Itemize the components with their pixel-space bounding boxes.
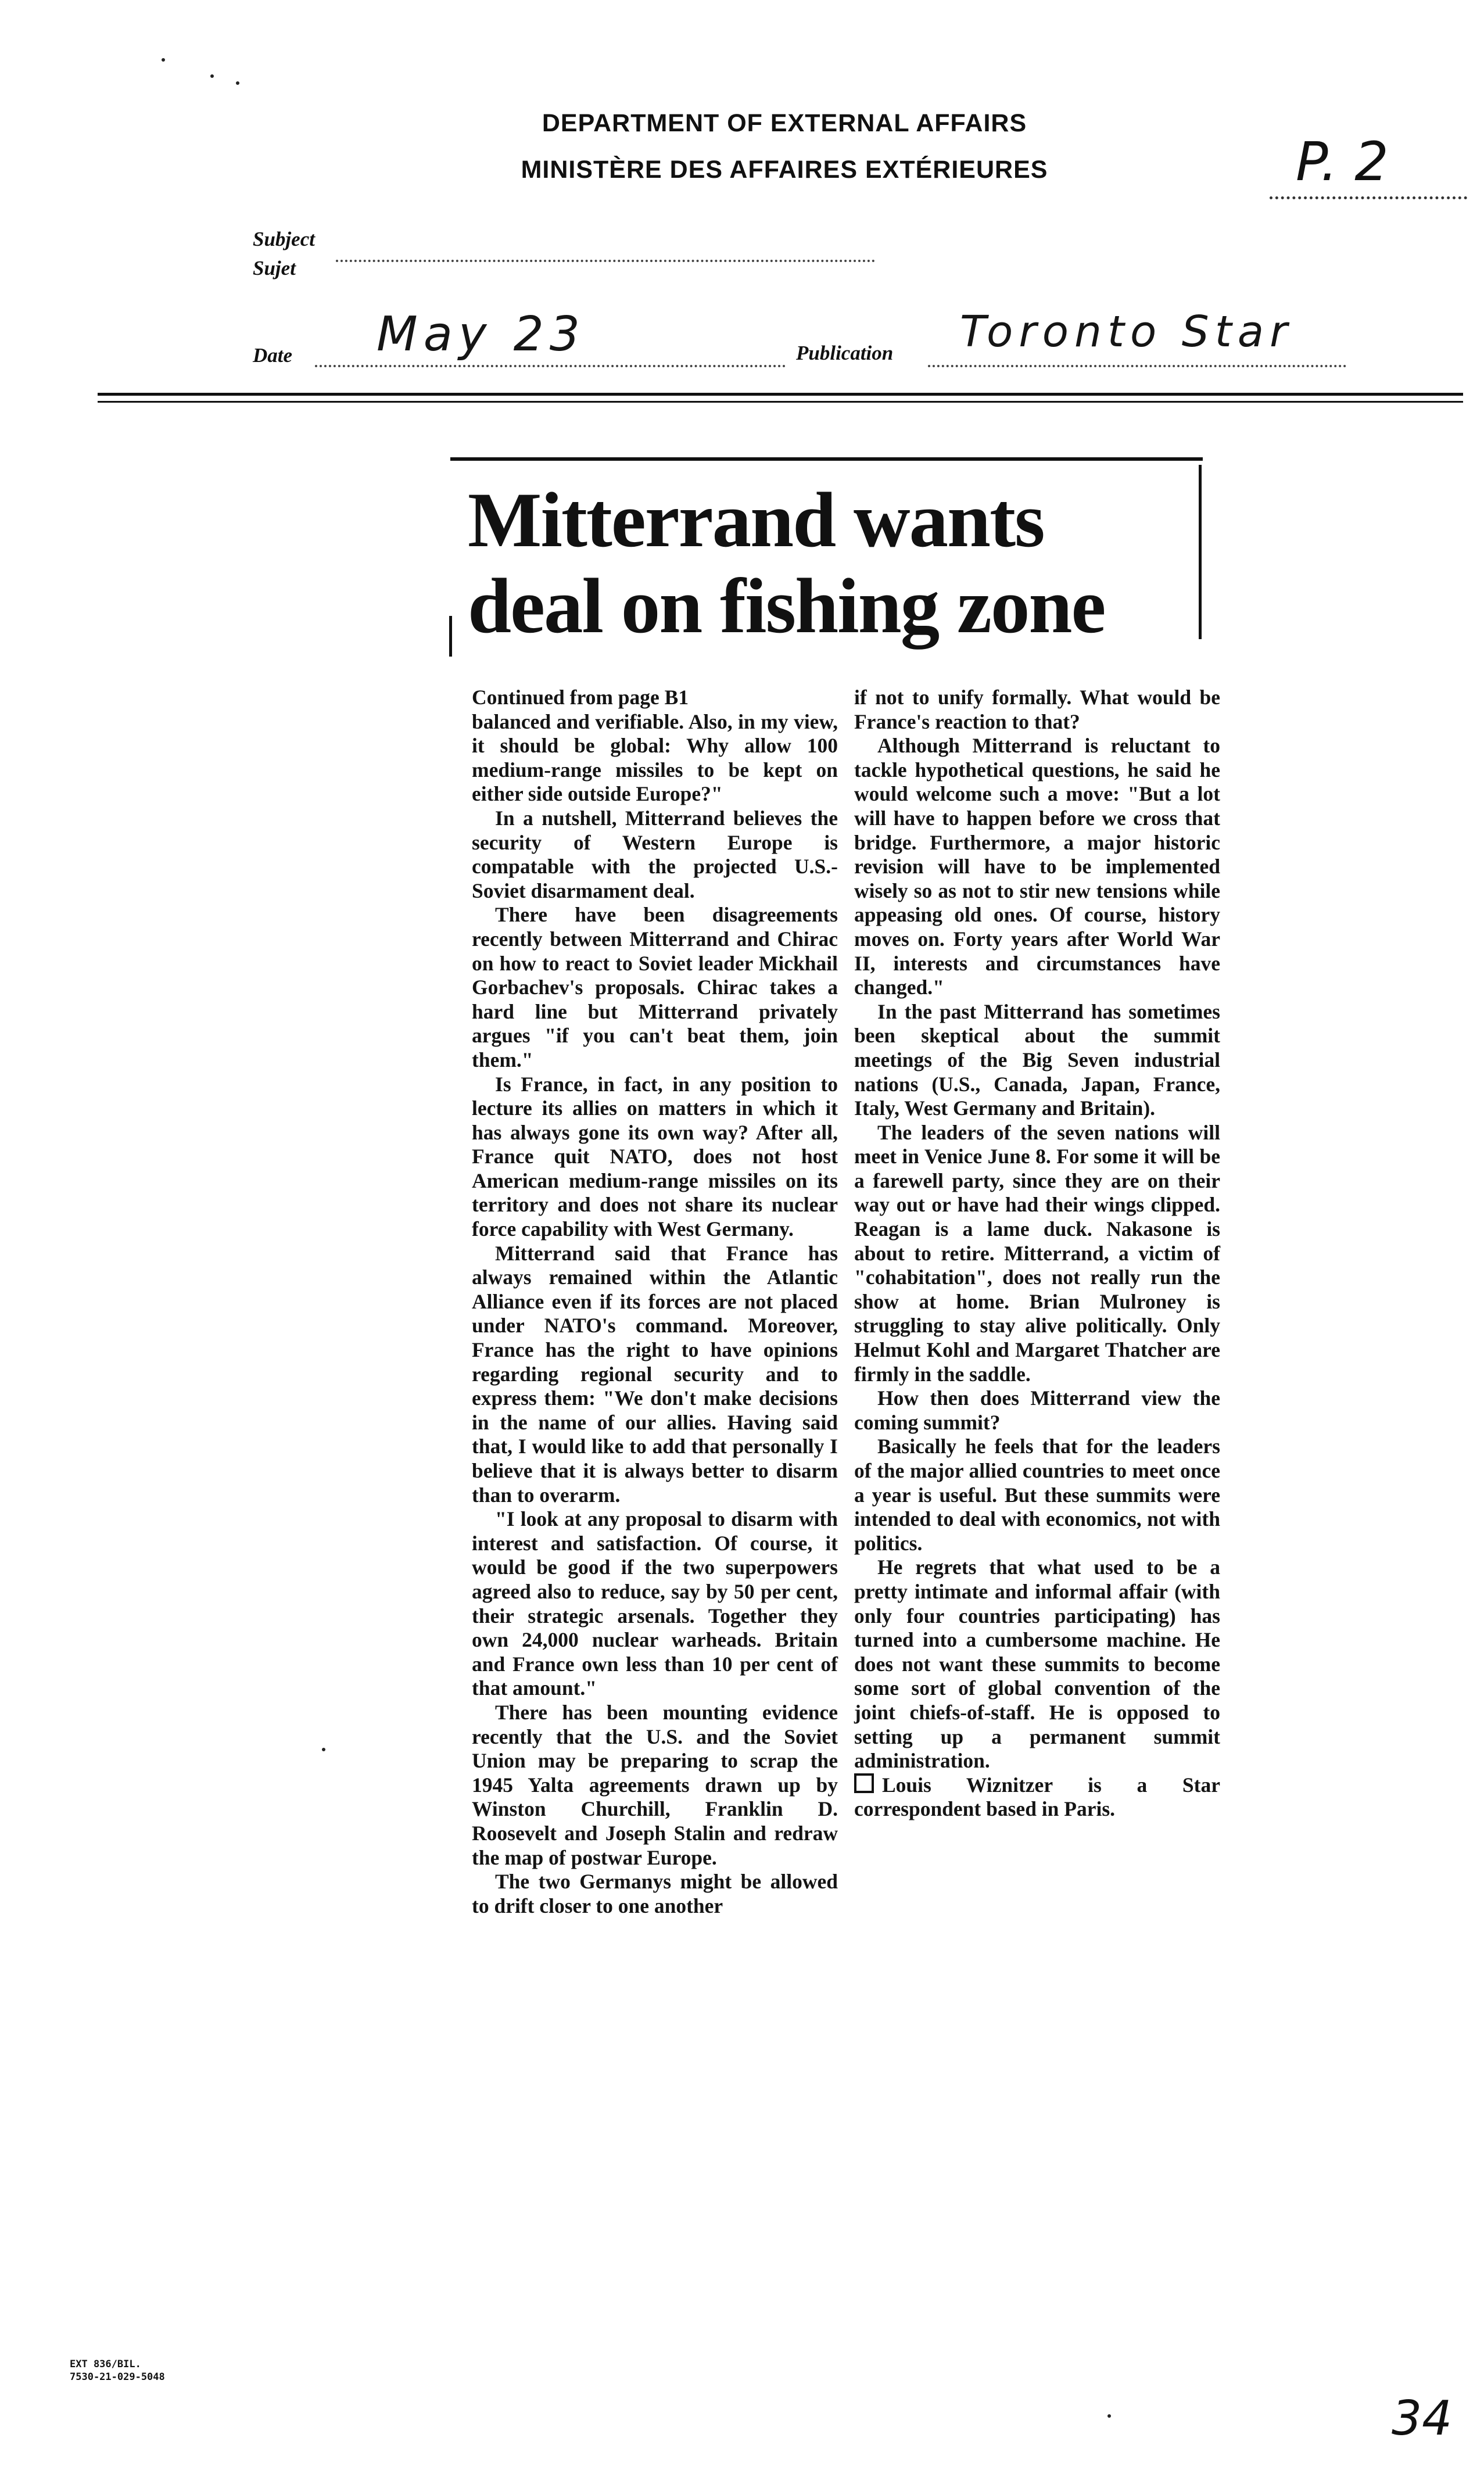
scan-speck	[162, 58, 165, 62]
header-rule-bottom	[98, 401, 1463, 403]
paragraph: He regrets that what used to be a pretty intimate and informal affair (with only four countries participating) has turned into a cumbersome machine. He does not want these summits to become some sort of global convention of the joint chiefs-of-staff. He is opposed to setting up a permanent summit administration.	[854, 1555, 1220, 1773]
scan-speck	[1107, 2414, 1111, 2418]
paragraph: Basically he feels that for the leaders of the major allied countries to meet once a year is useful. But these summits were intended to deal with economics, not with politics.	[854, 1435, 1220, 1555]
page-marker-underline	[1270, 196, 1467, 199]
paragraph: In a nutshell, Mitterrand believes the security of Western Europe is compatable with the projected U.S.-Soviet disarmament deal.	[472, 806, 838, 902]
clipping-border-top	[450, 457, 1203, 461]
paragraph: There has been mounting evidence recently that the U.S. and the Soviet Union may be preparing to scrap the 1945 Yalta agreements drawn up by Winston Churchill, Franklin D. Roosevelt and Joseph Stalin and redraw the map of postwar Europe.	[472, 1700, 838, 1869]
form-code	[70, 2358, 165, 2383]
date-field-line	[315, 365, 786, 367]
date-value: May 23	[377, 307, 586, 362]
date-label: Date	[253, 344, 293, 367]
continued-note: Continued from page B1	[472, 686, 689, 709]
paragraph: The leaders of the seven nations will meet in Venice June 8. For some it will be a farewell party, since they are on their way out or have had their wings clipped. Reagan is a lame duck. Nakasone is about to retire. Mitterrand, a victim of "cohabitation", does not really run the show at home. Brian Mulroney is struggling to stay alive politically. Only Helmut Kohl and Margaret Thatcher are firmly in the saddle.	[854, 1120, 1220, 1386]
article-column-1	[472, 686, 838, 1918]
article-column-2	[854, 686, 1220, 1822]
subject-field-line	[336, 260, 875, 262]
paragraph: balanced and verifiable. Also, in my view, it should be global: Why allow 100 medium-range missiles to be kept on either side outside Europe?"	[472, 709, 838, 806]
paragraph: Is France, in fact, in any position to lecture its allies on matters in which it has always gone its own way? After all, France quit NATO, does not host American medium-range missiles on its territory and does not share its nuclear force capability with West Germany.	[472, 1072, 838, 1241]
paragraph: if not to unify formally. What would be France's reaction to that?	[854, 686, 1220, 733]
scan-speck	[236, 81, 239, 85]
subject-label: Subject	[253, 228, 315, 250]
paragraph: "I look at any proposal to disarm with interest and satisfaction. Of course, it would be good if the two superpowers agreed also to reduce, say by 50 per cent, their strategic arsenals. Together they own 24,000 nuclear warheads. Britain and France own less than 10 per cent of that amount."	[472, 1507, 838, 1700]
paragraph: There have been disagreements recently between Mitterrand and Chirac on how to react to Soviet leader Mickhail Gorbachev's proposals. Chirac takes a hard line but Mitterrand privately argues "if you can't beat them, join them."	[472, 903, 838, 1071]
publication-field-line	[928, 365, 1346, 367]
header-rule-top	[98, 393, 1463, 396]
paragraph: How then does Mitterrand view the coming summit?	[854, 1386, 1220, 1434]
department-name-fr: MINISTÈRE DES AFFAIRES EXTÉRIEURES	[521, 156, 1048, 184]
headline-line-2: deal on fishing zone	[468, 563, 1105, 650]
scan-speck	[322, 1748, 325, 1751]
paragraph: The two Germanys might be allowed to drift closer to one another	[472, 1870, 838, 1917]
page-marker: P. 2	[1296, 131, 1389, 193]
headline	[468, 478, 1211, 650]
scan-speck	[210, 74, 214, 78]
form-code-line-2: 7530-21-029-5048	[70, 2371, 165, 2383]
publication-value: Toronto Star	[960, 307, 1293, 357]
byline-text: Louis Wiznitzer is a Star correspondent based in Paris.	[854, 1773, 1220, 1821]
byline	[854, 1773, 1220, 1822]
clipping-border-left	[449, 616, 452, 657]
headline-line-1: Mitterrand wants	[468, 477, 1044, 564]
paragraph: Mitterrand said that France has always remained within the Atlantic Alliance even if its forces are not placed under NATO's command. Moreover, France has the right to have opinions regarding regional security and to express them: "We don't make decisions in the name of our allies. Having said that, I would like to add that personally I believe that it is always better to disarm than to overarm.	[472, 1241, 838, 1507]
publication-label: Publication	[796, 342, 894, 364]
subject-label-fr: Sujet	[253, 257, 296, 279]
paragraph: Although Mitterrand is reluctant to tackle hypothetical questions, he said he would welcome such a move: "But a lot will have to happen before we cross that bridge. Furthermore, a major historic revision will have to be implemented wisely so as not to stir new tensions while appeasing old ones. Of course, history moves on. Forty years after World War II, interests and circumstances have changed."	[854, 734, 1220, 999]
form-code-line-1: EXT 836/BIL.	[70, 2358, 141, 2370]
page-number: 34	[1392, 2391, 1453, 2446]
byline-box-icon	[854, 1773, 874, 1793]
paragraph: In the past Mitterrand has sometimes been skeptical about the summit meetings of the Big Seven industrial nations (U.S., Canada, Japan, France, Italy, West Germany and Britain).	[854, 999, 1220, 1120]
department-name-en: DEPARTMENT OF EXTERNAL AFFAIRS	[542, 109, 1027, 137]
